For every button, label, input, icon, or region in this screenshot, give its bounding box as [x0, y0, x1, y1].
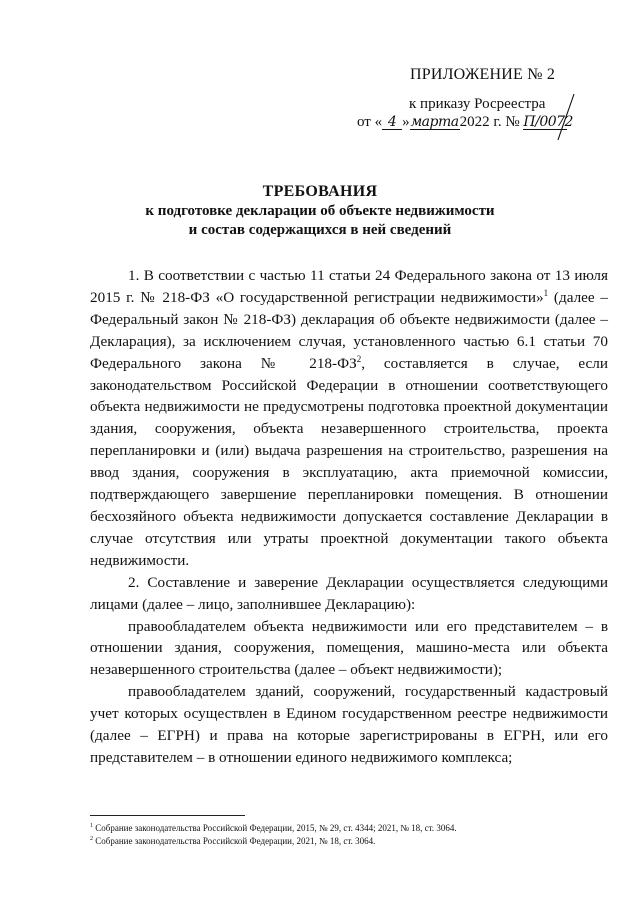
paragraph-2: 2. Составление и заверение Декларации осуществляется следующими лицами (далее – лицо, заполнившее Декларацию): [90, 573, 608, 613]
appendix-header [0, 0, 640, 140]
p1-text-b: (далее – Федеральный закон № 218-ФЗ) декларация об объекте недвижимости (далее – Декларация), за исключением случая, установленного частью 6.1 статьи 70 Федерального закона № 218-ФЗ [90, 288, 608, 372]
appendix-order-line: к приказу Росреестра [409, 96, 546, 112]
appendix-title: ПРИЛОЖЕНИЕ № 2 [410, 66, 556, 83]
date-mid: » [402, 114, 410, 130]
date-month: марта [410, 114, 459, 130]
footnote-ref-2: 2 [356, 353, 362, 364]
heading-line-2: к подготовке декларации об объекте недвижимости [145, 203, 495, 219]
heading-title: ТРЕБОВАНИЯ [262, 183, 378, 200]
footnote-2 [90, 835, 610, 848]
order-number: П/0072 [523, 114, 573, 130]
footnotes [90, 822, 610, 848]
handwritten-stroke [552, 92, 578, 142]
footnote-1 [90, 822, 610, 835]
heading-line-3: и состав содержащихся в ней сведений [188, 222, 452, 238]
date-prefix: от « [357, 114, 383, 130]
paragraph-3: правообладателем объекта недвижимости или его представителем – в отношении здания, сооружения, помещения, машино-места или объекта незавершенного строительства (далее – объект недвижимости); [90, 617, 608, 679]
p1-text-a: 1. В соответствии с частью 11 статьи 24 Федерального закона от 13 июля 2015 г. № 218-ФЗ «О государственной регистрации недвижимости» [90, 267, 608, 306]
footnote-mark: 2 [90, 836, 93, 842]
document-body [90, 265, 608, 769]
footnote-text: Собрание законодательства Российской Федерации, 2021, № 18, ст. 3064. [93, 836, 376, 846]
p1-text-c: , составляется в случае, если законодательством Российской Федерации в отношении соответствующего объекта недвижимости не предусмотрены подготовка проектной документации здания, сооружения, объекта незавершенного строительства, проекта перепланировки и (или) выдача разрешения на строительство, разрешения на ввод здания, сооружения в эксплуатацию, акта приемочной комиссии, подтверждающего завершение перепланировки помещения. В отношении бесхозяйного объекта недвижимости допускается составление Декларации в случае отсутствия или утраты проектной документации такого объекта недвижимости. [90, 354, 608, 569]
date-year: 2022 г. № [459, 114, 520, 130]
date-day: 4 [382, 115, 402, 130]
footnote-mark: 1 [90, 823, 93, 829]
paragraph-4: правообладателем зданий, сооружений, государственный кадастровый учет которых осуществлен в Едином государственном реестре недвижимости (далее – ЕГРН) и права на которые зарегистрированы в ЕГРН, или его представителем – в отношении единого недвижимого комплекса; [90, 683, 608, 766]
footnote-divider [90, 815, 245, 816]
paragraph-1 [90, 265, 608, 572]
appendix-date-line [357, 114, 573, 131]
footnote-text: Собрание законодательства Российской Федерации, 2015, № 29, ст. 4344; 2021, № 18, ст. 3064. [93, 823, 457, 833]
footnote-ref-1: 1 [543, 287, 549, 298]
document-heading [0, 182, 640, 240]
